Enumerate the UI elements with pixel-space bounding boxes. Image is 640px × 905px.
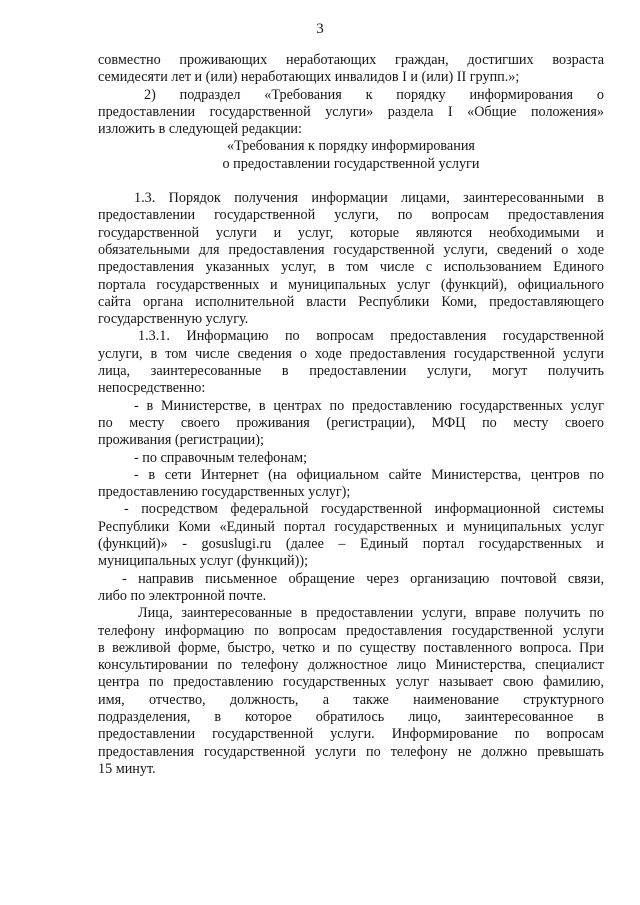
text-line: изложить в следующей редакции:: [98, 121, 302, 138]
page-number: 3: [316, 21, 324, 37]
section-heading-line: о предоставлении государственной услуги: [222, 155, 480, 172]
text-line: предоставления указанных услуг, в том числе с использованием Единого: [98, 259, 604, 276]
text-line: Республики Коми «Единый портал государственных и муниципальных услуг: [98, 518, 604, 535]
text-line: подразделения, в которое обратилось лицо, заинтересованное в: [98, 708, 604, 725]
text-line: либо по электронной почте.: [98, 587, 267, 604]
text-line: предоставлению государственных услуг);: [98, 484, 351, 501]
text-line: непосредственно:: [98, 380, 206, 397]
text-line: в вежливой форме, быстро, четко и по существу поставленного вопроса. При: [98, 639, 604, 656]
text-line: (функций)» - gosuslugi.ru (далее – Единый портал государственных и: [98, 536, 604, 553]
text-line: 15 минут.: [98, 760, 156, 777]
list-item-line: - в сети Интернет (на официальном сайте Министерства, центров по: [134, 466, 604, 483]
text-line: услуги, в том числе сведения о ходе предоставления государственной услуги: [98, 345, 604, 362]
text-line: имя, отчество, должность, а также наименование структурного: [98, 691, 604, 708]
text-line: телефону информацию по вопросам предоставления государственной услуги: [98, 622, 604, 639]
text-line: предоставлении государственной услуги, по вопросам предоставления: [98, 207, 604, 224]
section-heading-line: «Требования к порядку информирования: [227, 138, 475, 155]
text-line: 2) подраздел «Требования к порядку информирования о: [144, 86, 604, 103]
text-line: государственной услуги и услуг, которые являются необходимыми и: [98, 224, 604, 241]
text-line: центра по предоставлению государственных услуг называет свою фамилию,: [98, 674, 604, 691]
text-line: проживания (регистрации);: [98, 432, 264, 449]
text-line: портала государственных и муниципальных услуг (функций), официального: [98, 276, 604, 293]
list-item-line: - направив письменное обращение через организацию почтовой связи,: [122, 570, 604, 587]
text-line: консультировании по телефону должностное лицо Министерства, специалист: [98, 657, 604, 674]
text-line: обязательными для предоставления государственной услуги, сведений о ходе: [98, 241, 604, 258]
text-line: сайта органа исполнительной власти Республики Коми, предоставляющего: [98, 293, 604, 310]
text-line: государственную услугу.: [98, 311, 249, 328]
text-line: Лица, заинтересованные в предоставлении услуги, вправе получить по: [138, 605, 604, 622]
list-item-line: - по справочным телефонам;: [134, 449, 308, 466]
text-line: семидесяти лет и (или) неработающих инвалидов I и (или) II групп.»;: [98, 69, 520, 86]
text-line: предоставления государственной услуги по телефону не должно превышать: [98, 743, 604, 760]
list-item-line: - посредством федеральной государственной информационной системы: [124, 501, 604, 518]
text-line: 1.3.1. Информацию по вопросам предоставления государственной: [138, 328, 604, 345]
list-item-line: - в Министерстве, в центрах по предоставлению государственных услуг: [134, 397, 604, 414]
text-line: лица, заинтересованные в предоставлении услуги, могут получить: [98, 363, 604, 380]
text-line: 1.3. Порядок получения информации лицами, заинтересованными в: [134, 190, 604, 207]
text-line: муниципальных услуг (функций));: [98, 553, 309, 570]
document-body: [98, 52, 604, 778]
text-line: совместно проживающих неработающих граждан, достигших возраста: [98, 52, 604, 68]
text-line: предоставлении государственной услуги. Информирование по вопросам: [98, 726, 604, 743]
text-line: предоставлении государственной услуги» раздела I «Общие положения»: [98, 103, 604, 120]
text-line: по месту своего проживания (регистрации), МФЦ по месту своего: [98, 414, 604, 431]
